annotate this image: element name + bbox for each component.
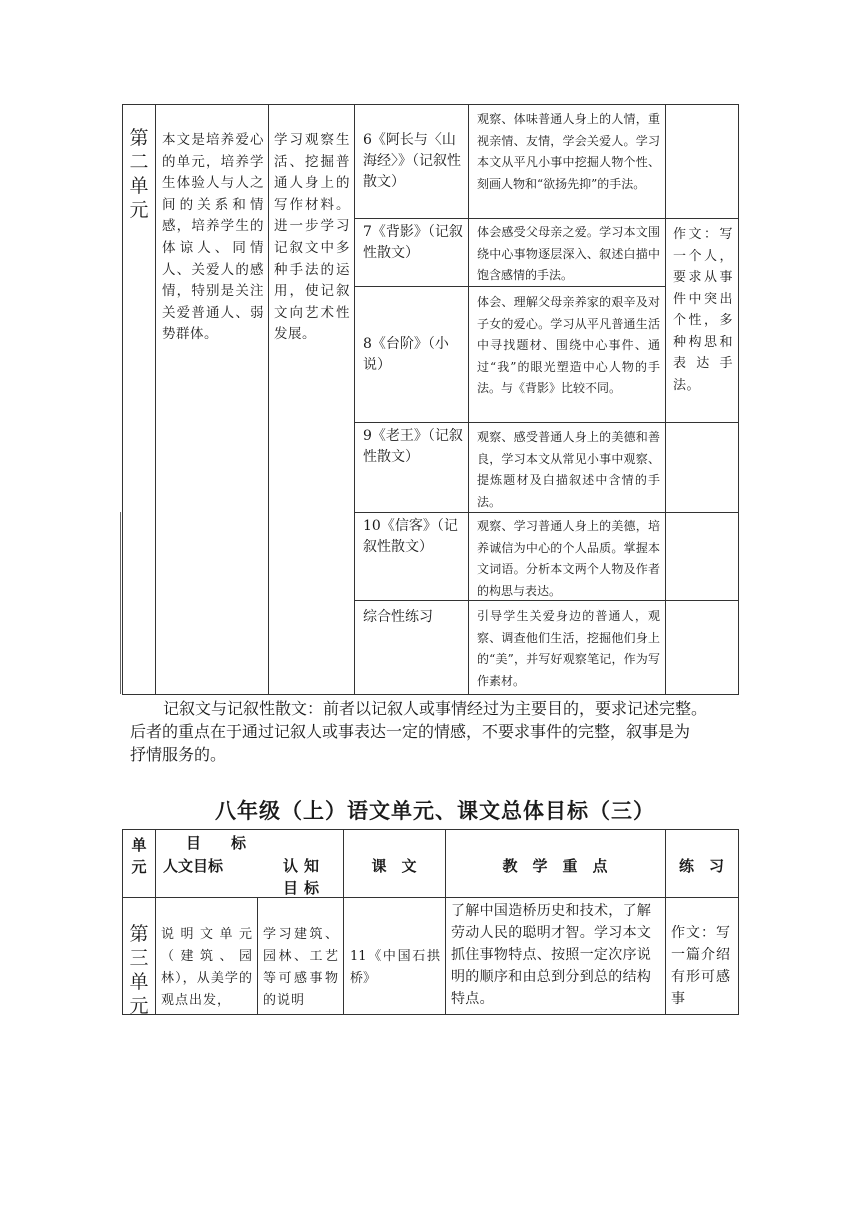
exercise-text: 作文：写一篇介绍有形可感事	[671, 925, 731, 1007]
lesson-title: 8《台阶》（小说）	[363, 336, 449, 373]
lesson-objective: 体会感受父母亲之爱。学习本文围绕中心事物逐层深入、叙述白描中饱含感情的手法。	[477, 225, 660, 282]
table-rule	[468, 104, 469, 695]
note-line-3: 抒情服务的。	[130, 745, 227, 764]
note-line-1: 记叙文与记叙性散文：前者以记叙人或事情经过为主要目的，要求记述完整。	[163, 699, 708, 718]
lesson-objective: 观察、感受普通人身上的美德和善良，学习本文从常见小事中观察、提炼题材及白描叙述中含情的手法。	[477, 430, 660, 509]
table-rule	[122, 104, 123, 695]
lesson-title: 11《中国石拱桥》	[350, 949, 440, 986]
lesson-objective: 观察、学习普通人身上的美德，培养诚信为中心的个人品质。掌握本文词语。分析本文两个人物及作者的构思与表达。	[477, 519, 660, 598]
table-rule	[122, 694, 738, 695]
margin-mark	[120, 512, 121, 694]
table-rule	[738, 104, 739, 695]
table-rule	[665, 104, 666, 695]
lesson-objective: 体会、理解父母亲养家的艰辛及对子女的爱心。学习从平凡普通生活中寻找题材、围绕中心事件、通过“我”的眼光塑造中心人物的手法。与《背影》比较不同。	[477, 295, 660, 395]
note-line-2: 后者的重点在于通过记叙人或事表达一定的情感，不要求事件的完整，叙事是为	[130, 722, 691, 741]
unit-label: 第二单元	[129, 127, 149, 221]
header-goals: 目 标	[186, 834, 247, 852]
section-title: 八年级（上）语文单元、课文总体目标（三）	[215, 798, 655, 823]
lesson-title: 6《阿长与〈山海经〉》（记叙性散文）	[363, 132, 461, 190]
header-focus: 教 学 重 点	[502, 857, 608, 875]
table-rule	[122, 829, 738, 830]
table-rule	[122, 1014, 738, 1015]
lesson-objective: 引导学生关爱身边的普通人，观察、调查他们生活，挖掘他们身上的“美”，并写好观察笔记，作为写作素材。	[477, 609, 660, 688]
exercise-text: 作文：写一个人，要求从事件中突出个性，多种构思和表达手法。	[673, 227, 733, 393]
table-rule	[738, 829, 739, 1015]
header-lesson: 课 文	[371, 857, 417, 875]
table-rule	[354, 218, 738, 219]
table-rule	[268, 104, 269, 695]
header-humanities-goal: 人文目标	[163, 857, 224, 875]
lesson-title: 7《背影》（记叙性散文）	[363, 224, 463, 261]
humanities-goal: 说明文单元（建筑、园林），从美学的观点出发，	[161, 927, 253, 1008]
lesson-title: 综合性练习	[363, 609, 433, 625]
header-unit: 单元	[131, 836, 147, 876]
cognitive-goal: 学习建筑、园林、工艺等可感事物的说明	[263, 927, 339, 1008]
table-rule	[155, 829, 156, 1015]
header-cognitive-goal: 认知目标	[283, 857, 326, 897]
header-exercise: 练 习	[678, 857, 724, 875]
unit-label: 第三单元	[129, 923, 149, 1017]
table-rule	[122, 829, 123, 1015]
table-rule	[122, 897, 738, 898]
table-rule	[155, 104, 156, 695]
lesson-title: 10《信客》（记叙性散文）	[363, 518, 458, 555]
table-rule	[257, 897, 258, 1015]
table-rule	[354, 422, 738, 423]
teaching-focus: 了解中国造桥历史和技术，了解劳动人民的聪明才智。学习本文抓住事物特点、按照一定次序说明的顺序和由总到分到总的结构特点。	[451, 903, 652, 1007]
table-rule	[354, 104, 355, 695]
humanities-goal: 本文是培养爱心的单元，培养学生体验人与人之间的关系和情感，培养学生的体谅人、同情人、关爱人的感情，特别是关注关爱普通人、弱势群体。	[162, 132, 264, 343]
lesson-title: 9《老王》（记叙性散文）	[363, 428, 463, 465]
table-rule	[122, 104, 738, 105]
lesson-objective: 观察、体味普通人身上的人情，重视亲情、友情，学会关爱人。学习本文从平凡小事中挖掘人物个性、刻画人物和“欲扬先抑”的手法。	[477, 112, 660, 191]
cognitive-goal: 学习观察生活、挖掘普通人身上的写作材料。进一步学习记叙文中多种手法的运用，使记叙文向艺术性发展。	[274, 132, 350, 343]
